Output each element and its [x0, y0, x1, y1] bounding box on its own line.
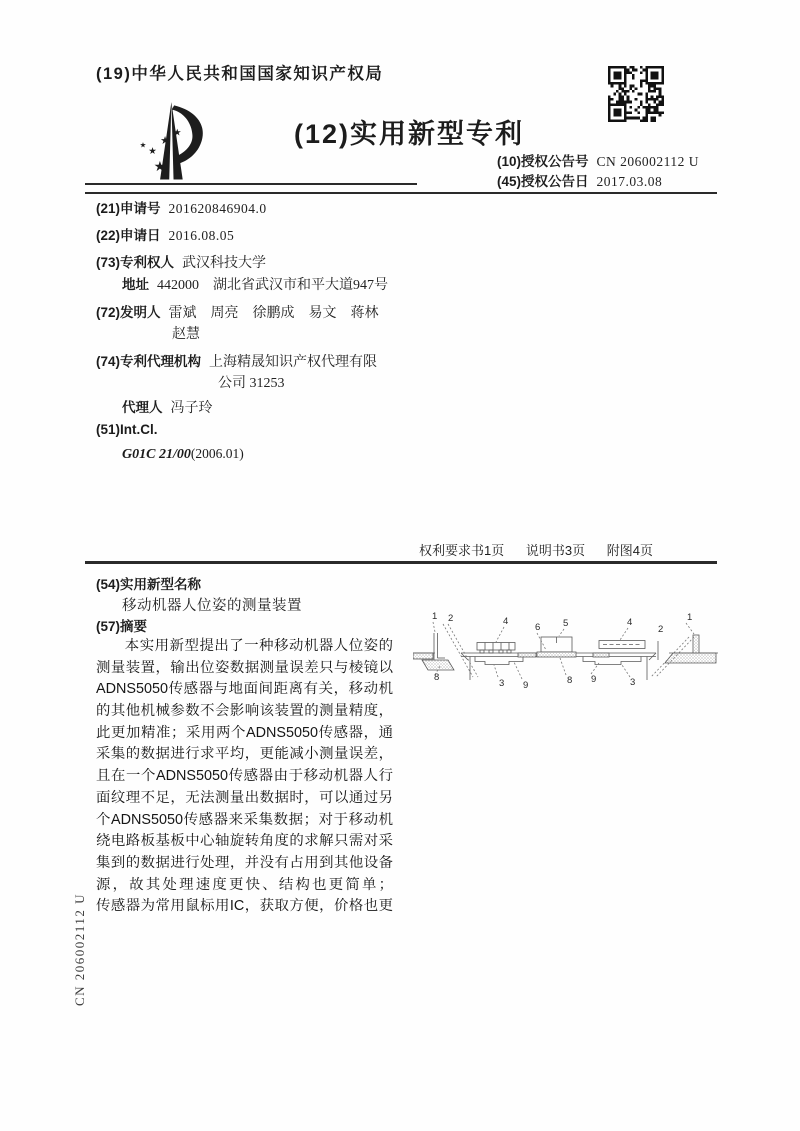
figure-label: 5 — [563, 618, 569, 629]
qr-code-icon — [608, 66, 664, 122]
address-row — [122, 273, 388, 294]
abstract-line: 采集的数据进行求平均，更能减小测量误差， — [96, 746, 393, 763]
patentee-value: 武汉科技大学 — [182, 256, 267, 271]
abstract-line: 的其他机械参数不会影响该装置的测量精度， — [96, 703, 393, 720]
claims-pages: 权利要求书1页 — [419, 543, 505, 558]
abstract-line: ADNS5050传感器与地面间距离有关，移动机 — [96, 681, 393, 698]
header-rule-short — [85, 183, 417, 185]
address-value: 442000 湖北省武汉市和平大道947号 — [157, 278, 388, 293]
publication-number-label: (10)授权公告号 — [497, 154, 589, 169]
intcl-label: (51)Int.Cl. — [96, 422, 158, 437]
publication-number-value: CN 206002112 U — [596, 154, 700, 169]
intcl-class: G01C 21/00 — [122, 447, 191, 462]
patentee-row — [96, 251, 266, 272]
pages-summary — [350, 540, 653, 559]
cnipa-emblem-icon — [130, 100, 216, 186]
application-number-value: 201620846904.0 — [168, 201, 267, 216]
application-date-row — [96, 224, 234, 244]
svg-text:★: ★ — [160, 135, 170, 148]
agent-row — [122, 396, 213, 417]
application-number-label: (21)申请号 — [96, 201, 161, 216]
abstract-label: (57)摘要 — [96, 619, 148, 634]
intcl-value-row — [122, 446, 244, 463]
abstract-line: 本实用新型提出了一种移动机器人位姿的 — [124, 638, 393, 654]
svg-text:★: ★ — [148, 145, 157, 157]
figure-label: 1 — [432, 611, 438, 622]
office-name: (19)中华人民共和国国家知识产权局 — [96, 65, 384, 83]
intcl-version: (2006.01) — [190, 446, 244, 461]
figure-label: 8 — [434, 672, 440, 683]
agency-label: (74)专利代理机构 — [96, 354, 202, 369]
abstract-line: 此更加精准；采用两个ADNS5050传感器，通 — [96, 724, 393, 741]
abstract-line: 传感器为常用鼠标用IC，获取方便，价格也更 — [96, 898, 393, 915]
header-rule-long — [85, 192, 717, 194]
abstract-line: 个ADNS5050传感器来采集数据；对于移动机 — [96, 811, 393, 828]
agent-label: 代理人 — [122, 400, 163, 415]
abstract-line: 集到的数据进行处理，并没有占用到其他设备 — [96, 854, 393, 871]
figure-label: 9 — [591, 674, 597, 685]
abstract-line: 测量装置，输出位姿数据测量误差只与棱镜以 — [96, 659, 393, 676]
figure-label: 4 — [503, 616, 509, 627]
description-pages: 说明书3页 — [525, 543, 586, 558]
section-rule — [85, 561, 717, 564]
figure-label: 3 — [630, 677, 636, 688]
publication-date-value: 2017.03.08 — [596, 174, 663, 189]
abstract-line: 绕电路板基板中心轴旋转角度的求解只需对采 — [96, 833, 393, 850]
inventors-line1: 雷斌 周亮 徐鹏成 易文 蒋林 — [168, 306, 379, 321]
inventors-row — [96, 301, 379, 322]
abstract-line: 面纹理不足，无法测量出数据时，可以通过另 — [96, 789, 393, 806]
inventors-line2: 赵慧 — [172, 327, 200, 342]
figure-label: 4 — [627, 617, 633, 628]
abstract-text — [96, 636, 393, 918]
application-number-row — [96, 197, 267, 217]
agent-value: 冯子玲 — [170, 401, 213, 416]
agency-line2: 公司 31253 — [218, 376, 285, 391]
agency-row — [96, 350, 377, 371]
application-date-label: (22)申请日 — [96, 228, 161, 243]
figure-label: 3 — [499, 678, 505, 689]
utility-model-title: 移动机器人位姿的测量装置 — [122, 598, 302, 614]
application-date-value: 2016.08.05 — [168, 228, 235, 243]
figures-pages: 附图4页 — [606, 543, 653, 558]
patentee-label: (73)专利权人 — [96, 255, 175, 270]
abstract-figure — [413, 603, 718, 708]
side-publication-code: CN 206002112 U — [72, 893, 87, 1006]
figure-label: 9 — [523, 680, 529, 691]
publication-date-label: (45)授权公告日 — [497, 174, 589, 189]
figure-label: 2 — [448, 613, 454, 624]
publication-number-row — [497, 150, 699, 170]
svg-text:★: ★ — [139, 140, 147, 150]
svg-text:★: ★ — [173, 127, 182, 139]
svg-text:★: ★ — [153, 157, 167, 174]
publication-date-row — [497, 170, 662, 190]
figure-label: 2 — [658, 624, 664, 635]
figure-label: 8 — [567, 675, 573, 686]
inventors-label: (72)发明人 — [96, 305, 161, 320]
abstract-line: 且在一个ADNS5050传感器由于移动机器人行 — [96, 768, 393, 785]
figure-label: 6 — [535, 622, 541, 633]
figure-labels — [432, 611, 692, 691]
title-section-label: (54)实用新型名称 — [96, 577, 202, 592]
figure-label: 1 — [687, 612, 693, 623]
document-type-title: (12)实用新型专利 — [294, 119, 525, 149]
abstract-line: 源，故其处理速度更快、结构也更简单； — [96, 876, 393, 893]
agency-line1: 上海精晟知识产权代理有限 — [209, 355, 378, 370]
address-label: 地址 — [122, 277, 149, 292]
